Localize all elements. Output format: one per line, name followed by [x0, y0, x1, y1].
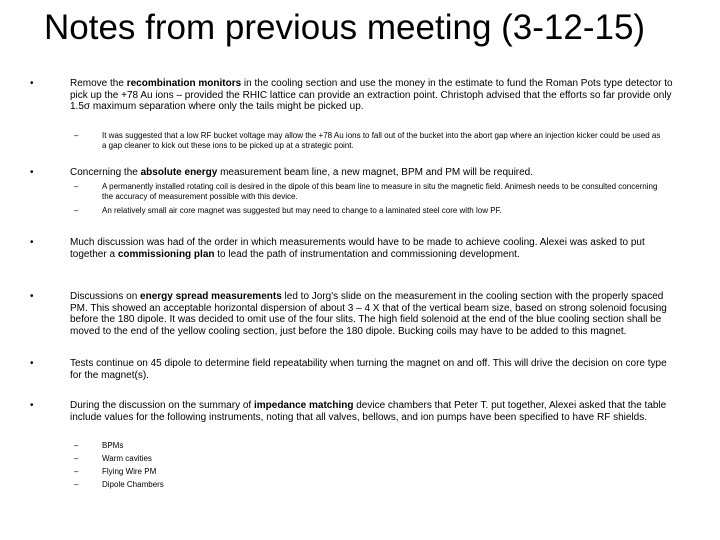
dash-icon: –: [74, 467, 79, 476]
bullet-text: Discussions on energy spread measurements led to Jorg's slide on the measurement in the cooling section with the properly spaced PM. This showed an acceptable horizontal dispersion of about 3 – 4 X that of the vertical beam size, based on strong solenoid focusing before the 180 dipole. It was decided to omit use of the four slits. The high field solenoid at the end of the blue cooling section shall be moved to the end of the yellow cooling section, just before the 180 dipole. Bucking coils may have to be added to this magnet.: [70, 291, 667, 337]
dash-icon: –: [74, 182, 79, 191]
dash-icon: –: [74, 131, 79, 140]
dash-icon: –: [74, 454, 79, 463]
sub-bullet-text: BPMs: [102, 441, 124, 450]
bullet-icon: •: [30, 291, 34, 302]
sub-bullet-text: Warm cavities: [102, 454, 152, 463]
page-title: Notes from previous meeting (3-12-15): [44, 8, 646, 47]
bullet-text: Remove the recombination monitors in the cooling section and use the money in the estimate to fund the Roman Pots type detector to pick up the +78 Au ions – provided the RHIC lattice can provide an extraction point. Christoph advised that the efforts so far provide only 1.5σ maximum separation where only the tails might be picked up.: [70, 78, 673, 112]
sub-bullet-text: Flying Wire PM: [102, 467, 157, 476]
bullet-text: During the discussion on the summary of impedance matching device chambers that Peter T. put together, Alexei asked that the table include values for the following instruments, noting that all valves, bellows, and ion pumps have been specified to have RF shields.: [70, 400, 667, 423]
bullet-icon: •: [30, 78, 34, 89]
bullet-icon: •: [30, 167, 34, 178]
bullet-icon: •: [30, 358, 34, 369]
bullet-icon: •: [30, 400, 34, 411]
dash-icon: –: [74, 441, 79, 450]
sub-bullet-text: Dipole Chambers: [102, 480, 164, 489]
bullet-icon: •: [30, 237, 34, 248]
bullet-text: Tests continue on 45 dipole to determine field repeatability when turning the magnet on and off. This will drive the decision on core type for the magnet(s).: [70, 358, 667, 381]
sub-bullet-text: It was suggested that a low RF bucket voltage may allow the +78 Au ions to fall out of the bucket into the abort gap where an injection kicker could be used as a gap cleaner to kick out these ions to be picked up at a strategic point.: [102, 131, 661, 150]
dash-icon: –: [74, 206, 79, 215]
sub-bullet-text: A permanently installed rotating coil is desired in the dipole of this beam line to measure in situ the magnetic field. Animesh needs to be consulted concerning the accuracy of measurement possible with this device.: [102, 182, 658, 201]
bullet-text: Concerning the absolute energy measurement beam line, a new magnet, BPM and PM will be required.: [70, 167, 534, 178]
sub-bullet-text: An relatively small air core magnet was suggested but may need to change to a laminated steel core with low PF.: [102, 206, 502, 215]
dash-icon: –: [74, 480, 79, 489]
bullet-text: Much discussion was had of the order in which measurements would have to be made to achieve cooling. Alexei was asked to put together a commissioning plan to lead the path of instrumentation and commissioning development.: [70, 237, 645, 260]
